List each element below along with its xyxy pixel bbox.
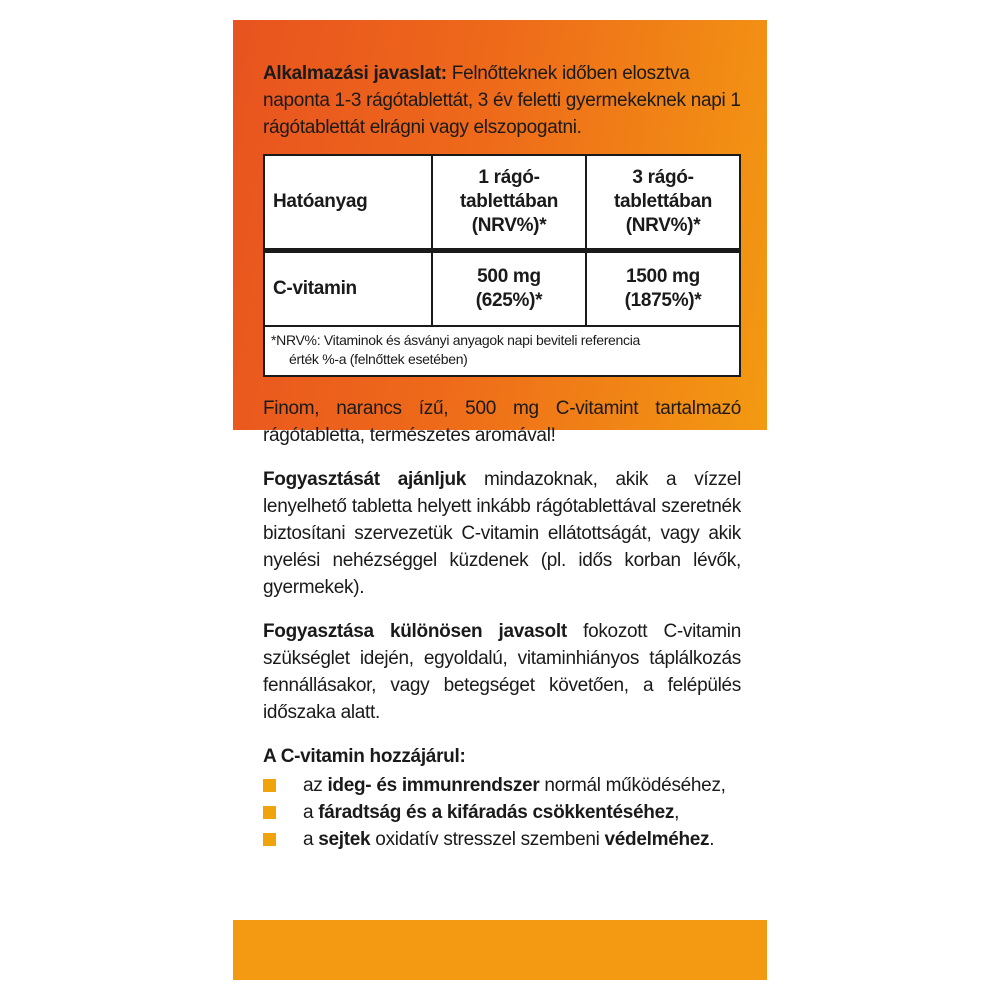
- label-content: [263, 60, 741, 853]
- nutrition-table: [263, 154, 741, 377]
- footnote-line-1: *NRV%: Vitaminok és ásványi anyagok napi beviteli referencia: [271, 332, 641, 348]
- item-bold: fáradtság és a kifáradás csökkentéséhez: [318, 802, 675, 823]
- orange-square-bullet-icon: [263, 779, 276, 792]
- item-text: az: [303, 775, 328, 796]
- item-text: a: [303, 829, 319, 850]
- header-three-tablets: 3 rágó-tablettában (NRV%)*: [586, 155, 740, 251]
- item-text: oxidatív stresszel szembeni: [370, 829, 605, 850]
- contrib-list: [263, 772, 741, 853]
- recommend-text: mindazoknak, akik a vízzel lenyelhető tabletta helyett inkább rágótablettával szeretnék biztosítani szervezetük C-vitamin ellátottságát, vagy akik nyelési nehézséggel küzdenek (pl. idős korban lévők, gyermekek).: [263, 469, 741, 598]
- ingredient-name: C-vitamin: [264, 251, 432, 327]
- list-item: [263, 799, 741, 826]
- especially-paragraph: [263, 618, 741, 726]
- orange-square-bullet-icon: [263, 833, 276, 846]
- table-row: [264, 251, 740, 327]
- especially-text: fokozott C-vitamin szükséglet idején, egyoldalú, vitaminhiányos táplálkozás fennállásakor, vagy betegséget követően, a felépülés időszaka alatt.: [263, 621, 741, 723]
- dose-three-nrv: (1875%)*: [624, 290, 702, 311]
- list-item: [263, 826, 741, 853]
- recommend-bold: Fogyasztását ajánljuk: [263, 469, 467, 490]
- nrv-footnote: [264, 326, 740, 376]
- orange-square-bullet-icon: [263, 806, 276, 819]
- table-header-row: [264, 155, 740, 251]
- item-text: normál működéséhez,: [539, 775, 726, 796]
- especially-bold: Fogyasztása különösen javasolt: [263, 621, 567, 642]
- item-bold: ideg- és immunrendszer: [327, 775, 540, 796]
- dose-one-nrv: (625%)*: [475, 290, 543, 311]
- usage-label: Alkalmazási javaslat:: [263, 63, 447, 84]
- recommend-paragraph: [263, 466, 741, 601]
- footnote-line-2: érték %-a (felnőttek esetében): [289, 351, 468, 367]
- item-bold: védelméhez: [604, 829, 710, 850]
- dose-one-amount: 500 mg: [477, 266, 541, 287]
- header-active-ingredient: Hatóanyag: [264, 155, 432, 251]
- dose-three-amount: 1500 mg: [626, 266, 700, 287]
- orange-footer-band: [233, 920, 767, 980]
- dose-one-tablet: [432, 251, 586, 327]
- item-text: ,: [674, 802, 680, 823]
- label-panel: [233, 20, 767, 980]
- item-text: a: [303, 802, 319, 823]
- usage-recommendation: [263, 60, 741, 141]
- usage-text: Felnőtteknek időben elosztva naponta 1-3 rágótablettát, 3 év feletti gyermekeknek napi 1 rágótablettát elrágni vagy elszopogatni.: [263, 63, 741, 138]
- item-text: .: [709, 829, 715, 850]
- table-footnote-row: [264, 326, 740, 376]
- list-item: [263, 772, 741, 799]
- contrib-title: A C-vitamin hozzájárul:: [263, 746, 466, 767]
- intro-paragraph: Finom, narancs ízű, 500 mg C-vitamint tartalmazó rágótabletta, természetes aromával!: [263, 398, 741, 446]
- header-one-tablet: 1 rágó-tablettában (NRV%)*: [432, 155, 586, 251]
- item-bold: sejtek: [318, 829, 371, 850]
- dose-three-tablets: [586, 251, 740, 327]
